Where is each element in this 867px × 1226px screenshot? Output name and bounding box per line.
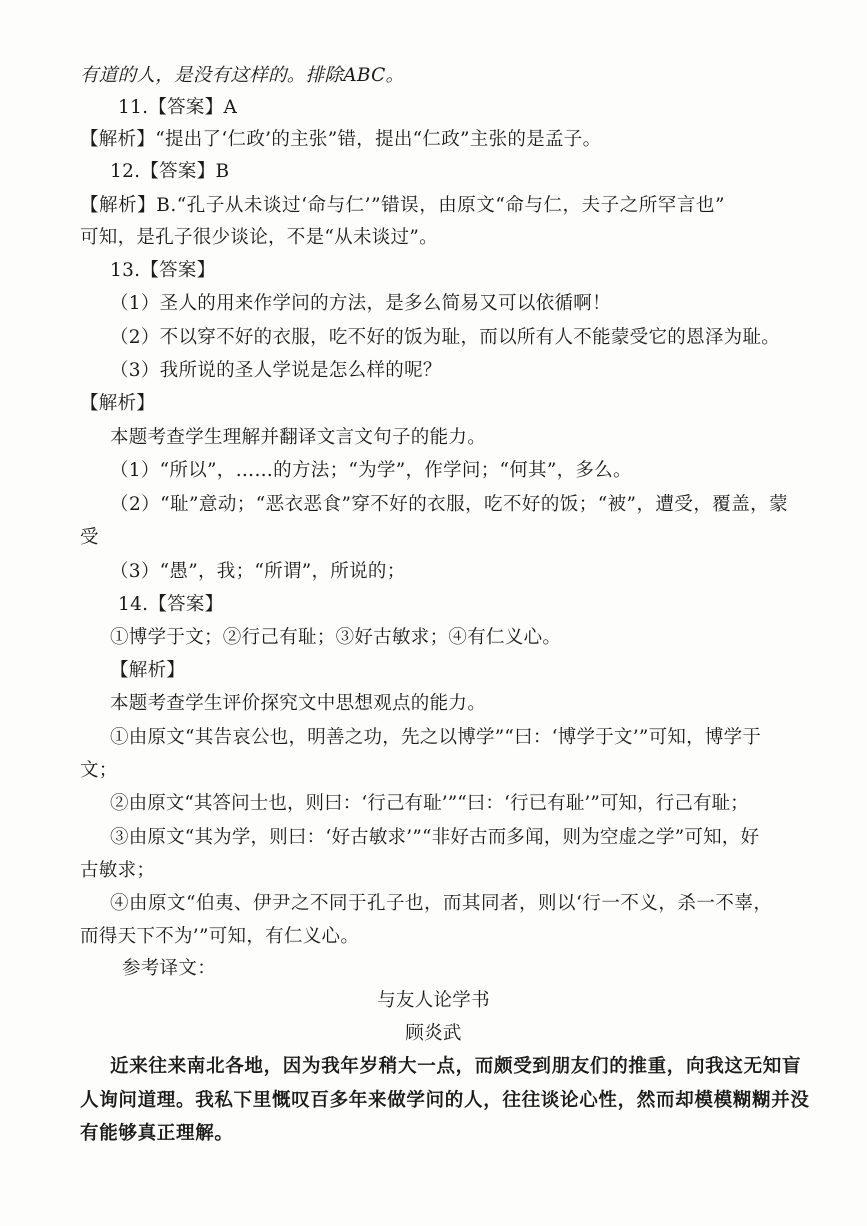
text-line: 而得天下不为’”可知，有仁义心。 [80,926,360,947]
text-line: （2）“耻”意动；“恶衣恶食”穿不好的衣服，吃不好的饭；“被”，遭受，覆盖，蒙 [110,494,789,515]
answer-heading-12: 12.【答案】B [110,161,230,182]
analysis-heading: 【解析】 [80,393,156,414]
answer-heading-11: 11.【答案】A [118,97,238,118]
essay-text-line: 人询问道理。我私下里慨叹百多年来做学问的人，往往谈论心性，然而却模模糊糊并没 [80,1090,810,1111]
translation-line-2: （2）不以穿不好的衣服，吃不好的饭为耻，而以所有人不能蒙受它的恩泽为耻。 [110,327,781,348]
answer-line: ①博学于文；②行己有耻；③好古敏求；④有仁义心。 [110,627,562,648]
text-line: 可知，是孔子很少谈论，不是“从未谈过”。 [80,227,438,248]
text-line: 本题考查学生评价探究文中思想观点的能力。 [110,693,487,714]
analysis-line: 【解析】“提出了‘仁政’的主张”错，提出“仁政”主张的是孟子。 [80,129,602,150]
analysis-line: 【解析】B.“孔子从未谈过‘命与仁’”错误，由原文“命与仁，夫子之所罕言也” [80,195,725,216]
text-line: 古敏求； [80,860,156,881]
translation-line-1: （1）圣人的用来作学问的方法，是多么简易又可以依循啊！ [110,293,611,314]
text-line: （3）“愚”，我；“所谓”，所说的； [110,561,406,582]
text-line: 受 [80,527,99,548]
text-line: ①由原文“其告哀公也，明善之功，先之以博学”“曰：‘博学于文’”可知，博学于 [110,727,762,748]
answer-heading-14: 14.【答案】 [118,594,224,615]
text-line: （1）“所以”，……的方法；“为学”，作学问；“何其”，多么。 [110,460,632,481]
text-line: ④由原文“伯夷、伊尹之不同于孔子也，而其同者，则以‘行一不义，杀一不辜， [110,893,773,914]
text-line: ②由原文“其答问士也，则曰：‘行己有耻’”“曰：‘行已有耻’”可知，行己有耻； [110,793,749,814]
text-line: 有道的人，是没有这样的。排除ABC。 [80,65,405,86]
text-line: ③由原文“其为学，则曰：‘好古敏求’”“非好古而多闻，则为空虚之学”可知，好 [110,827,760,848]
text-line: 本题考查学生理解并翻译文言文句子的能力。 [110,427,487,448]
text-line: 文； [80,760,118,781]
analysis-heading: 【解析】 [110,660,186,681]
essay-title: 与友人论学书 [377,990,490,1011]
translation-line-3: （3）我所说的圣人学说是怎么样的呢？ [110,360,442,381]
essay-text-line: 近来往来南北各地，因为我年岁稍大一点，而颇受到朋友们的推重，向我这无知盲 [110,1056,802,1077]
reference-translation-label: 参考译文： [122,958,217,979]
essay-text-line: 有能够真正理解。 [80,1123,234,1144]
answer-heading-13: 13.【答案】 [110,260,216,281]
essay-author: 顾炎武 [405,1023,462,1044]
